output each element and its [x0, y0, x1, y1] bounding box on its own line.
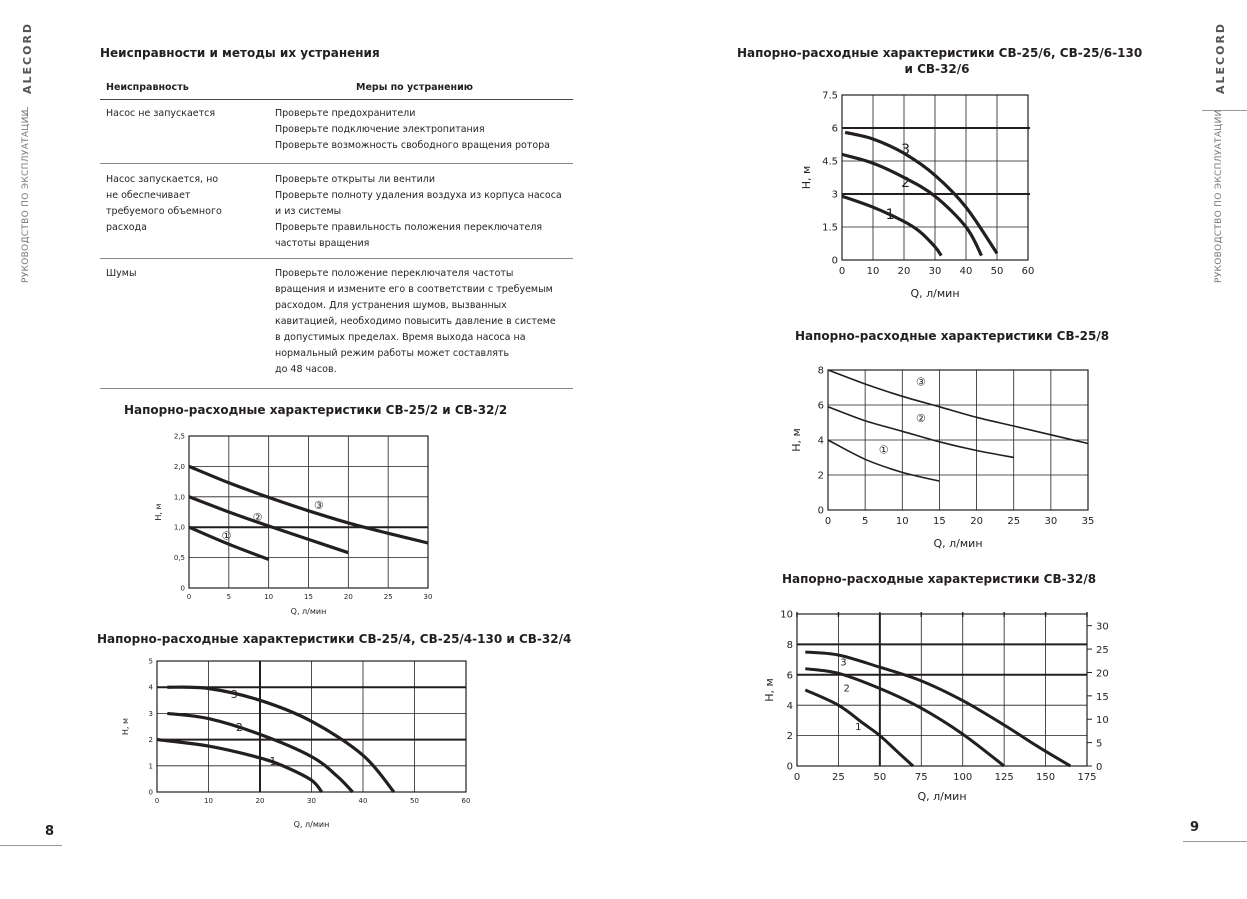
x-tick-label: 0: [838, 266, 846, 277]
x-tick-label: 15: [304, 593, 313, 601]
x-tick-label: 50: [990, 266, 1004, 277]
chart-title-cb25-4: Напорно-расходные характеристики СВ-25/4, СВ-25/4-130 и СВ-32/4: [97, 632, 572, 646]
x-tick-label: 10: [264, 593, 274, 601]
x-tick-label: 50: [873, 772, 887, 783]
y-tick-label: 0: [180, 584, 185, 593]
x-tick-label: 0: [186, 593, 192, 601]
series-label-2: 2: [235, 720, 243, 734]
series-curve-1: [842, 196, 941, 255]
series-curve-3: [845, 132, 997, 253]
y-tick-label: 10: [780, 609, 793, 621]
x-tick-label: 20: [897, 266, 911, 277]
page-number-right: 9: [1190, 820, 1200, 835]
x-tick-label: 25: [1007, 516, 1021, 527]
y-tick-label: 1,0: [173, 493, 185, 502]
fault-line: требуемого объемного: [106, 206, 222, 217]
x-tick-label: 10: [204, 797, 213, 805]
x-tick-label: 5: [861, 516, 869, 527]
y-tick-label: 8: [786, 639, 793, 651]
running-header-left: РУКОВОДСТВО ПО ЭКСПЛУАТАЦИИ: [21, 109, 31, 283]
series-curve-2: [805, 669, 1004, 766]
y-tick-label: 2: [786, 731, 793, 743]
series-curve-3: [828, 370, 1088, 444]
x-tick-label: 0: [154, 797, 160, 805]
y-tick-label: 7.5: [822, 90, 838, 102]
series-label-3: ③: [915, 375, 926, 389]
y-tick-label: 3: [148, 709, 153, 718]
measure-line: частоты вращения: [275, 238, 370, 249]
x-tick-label: 10: [895, 516, 909, 527]
measure-line: и из системы: [275, 206, 342, 217]
measure-line: Проверьте положение переключателя частоты: [275, 268, 514, 279]
y-axis-label: H, м: [800, 165, 813, 190]
y-tick-label: 6: [817, 400, 824, 412]
x-tick-label: 15: [933, 516, 946, 527]
x-tick-label: 50: [410, 797, 419, 805]
series-label-2: 2: [843, 683, 850, 695]
y-tick-label: 6: [831, 123, 838, 135]
measure-line: Проверьте полноту удаления воздуха из корпуса насоса: [275, 190, 562, 201]
y-tick-label: 3: [831, 189, 838, 201]
x-tick-label: 10: [866, 266, 880, 277]
fault-line: Насос не запускается: [106, 108, 216, 119]
y-axis-label: H, м: [763, 678, 776, 702]
series-label-1: 1: [269, 754, 277, 768]
x-tick-label: 60: [1021, 266, 1035, 277]
running-header-right: РУКОВОДСТВО ПО ЭКСПЛУАТАЦИИ: [1214, 109, 1224, 283]
series-label-1: ①: [878, 443, 889, 457]
series-label-3: 3: [840, 657, 847, 669]
fault-line: Шумы: [106, 268, 137, 279]
measure-line: нормальный режим работы может составлять: [275, 348, 510, 359]
measure-line: Проверьте правильность положения переключателя: [275, 222, 543, 233]
x-axis-label: Q, л/мин: [293, 820, 330, 829]
y2-tick-label: 10: [1096, 715, 1109, 727]
brand-left: ALECORD: [21, 21, 34, 94]
y2-tick-label: 0: [1096, 762, 1103, 773]
chart-title-cb32-8: Напорно-расходные характеристики СВ-32/8: [782, 572, 1097, 586]
y-tick-label: 8: [817, 365, 824, 377]
y-tick-label: 2: [817, 470, 824, 482]
y-tick-label: 2,0: [173, 462, 185, 471]
x-tick-label: 100: [953, 772, 973, 783]
x-tick-label: 25: [383, 593, 393, 601]
x-tick-label: 30: [928, 266, 942, 277]
x-tick-label: 150: [1036, 772, 1056, 783]
x-tick-label: 5: [226, 593, 232, 601]
chart-title-line: и СВ-32/6: [904, 62, 970, 76]
x-tick-label: 20: [343, 593, 353, 601]
x-axis-label: Q, л/мин: [933, 537, 983, 550]
x-tick-label: 20: [970, 516, 983, 527]
y-tick-label: 2: [148, 736, 153, 745]
series-label-3: ③: [313, 498, 324, 512]
x-tick-label: 35: [1081, 516, 1095, 527]
y2-tick-label: 25: [1096, 645, 1109, 657]
series-label-1: 1: [855, 722, 862, 734]
y-axis-label: H, м: [790, 428, 803, 452]
x-tick-label: 40: [959, 266, 973, 277]
measure-line: вращения и измените его в соответствии с требуемым: [275, 284, 553, 295]
y-tick-label: 1.5: [822, 222, 838, 234]
y-tick-label: 1,0: [173, 523, 185, 532]
measure-line: Проверьте возможность свободного вращения ротора: [275, 140, 550, 151]
x-axis-label: Q, л/мин: [910, 287, 960, 300]
series-label-1: ①: [221, 529, 232, 543]
series-label-2: 2: [901, 175, 911, 191]
chart-cb25-2: [154, 433, 432, 617]
col-measures-header: Меры по устранению: [356, 82, 473, 93]
fault-line: Насос запускается, но: [106, 174, 219, 185]
y-tick-label: 4: [817, 435, 824, 447]
x-tick-label: 20: [255, 797, 265, 805]
x-axis-label: Q, л/мин: [290, 607, 327, 616]
troubleshooting-title: Неисправности и методы их устранения: [100, 46, 380, 60]
chart-cb25-4: [121, 658, 470, 830]
y-tick-label: 0: [786, 761, 793, 773]
page-number-left: 8: [45, 824, 55, 839]
y-tick-label: 4: [786, 700, 793, 712]
series-label-1: 1: [885, 206, 895, 223]
measure-line: в допустимых пределах. Время выхода насоса на: [275, 332, 526, 343]
x-tick-label: 40: [358, 797, 368, 805]
fault-line: расхода: [106, 222, 147, 233]
x-tick-label: 175: [1077, 772, 1097, 783]
y2-tick-label: 30: [1096, 621, 1109, 633]
series-label-3: 3: [230, 688, 238, 702]
measure-line: кавитацией, необходимо повысить давление в системе: [275, 316, 556, 327]
x-tick-label: 30: [1044, 516, 1058, 527]
y-tick-label: 0,5: [173, 554, 185, 563]
chart-cb32-8: [763, 610, 1109, 803]
y2-tick-label: 5: [1096, 738, 1103, 750]
y-axis-label: H, м: [121, 717, 130, 736]
x-tick-label: 0: [824, 516, 832, 527]
y-tick-label: 6: [786, 670, 793, 682]
x-tick-label: 75: [914, 772, 928, 783]
chart-cb25-6: [800, 91, 1034, 300]
y-tick-label: 4: [148, 683, 153, 692]
chart-cb25-8: [790, 366, 1094, 550]
measure-line: Проверьте подключение электропитания: [275, 124, 485, 135]
y-tick-label: 5: [148, 657, 153, 666]
x-tick-label: 30: [307, 797, 316, 805]
chart-title-cb25-8: Напорно-расходные характеристики СВ-25/8: [795, 329, 1110, 343]
y-tick-label: 0: [817, 505, 824, 517]
series-label-3: 3: [901, 142, 911, 158]
measure-line: до 48 часов.: [275, 364, 337, 375]
chart-title-cb25-2: Напорно-расходные характеристики СВ-25/2 и СВ-32/2: [124, 403, 508, 417]
y-tick-label: 4.5: [822, 156, 838, 168]
col-fault-header: Неисправность: [106, 82, 189, 93]
x-tick-label: 25: [832, 772, 845, 783]
y-tick-label: 1: [148, 762, 153, 771]
y2-tick-label: 15: [1096, 691, 1109, 703]
y-axis-label: H, м: [154, 503, 163, 521]
brand-right: ALECORD: [1214, 21, 1227, 94]
x-tick-label: 0: [793, 772, 801, 783]
y-tick-label: 2,5: [173, 432, 185, 441]
measure-line: Проверьте предохранители: [275, 108, 416, 119]
measure-line: расходом. Для устранения шумов, вызванных: [275, 300, 507, 311]
x-axis-label: Q, л/мин: [917, 790, 967, 803]
x-tick-label: 30: [423, 593, 433, 601]
series-label-2: ②: [915, 412, 926, 425]
chart-title-line: Напорно-расходные характеристики СВ-25/6, СВ-25/6-130: [737, 46, 1143, 60]
series-label-2: ②: [252, 511, 263, 525]
fault-line: не обеспечивает: [106, 190, 191, 201]
x-tick-label: 125: [994, 772, 1014, 783]
y2-tick-label: 20: [1096, 668, 1109, 680]
y-tick-label: 0: [831, 255, 838, 267]
x-tick-label: 60: [461, 797, 471, 805]
y-tick-label: 0: [148, 788, 153, 797]
measure-line: Проверьте открыты ли вентили: [275, 174, 436, 185]
